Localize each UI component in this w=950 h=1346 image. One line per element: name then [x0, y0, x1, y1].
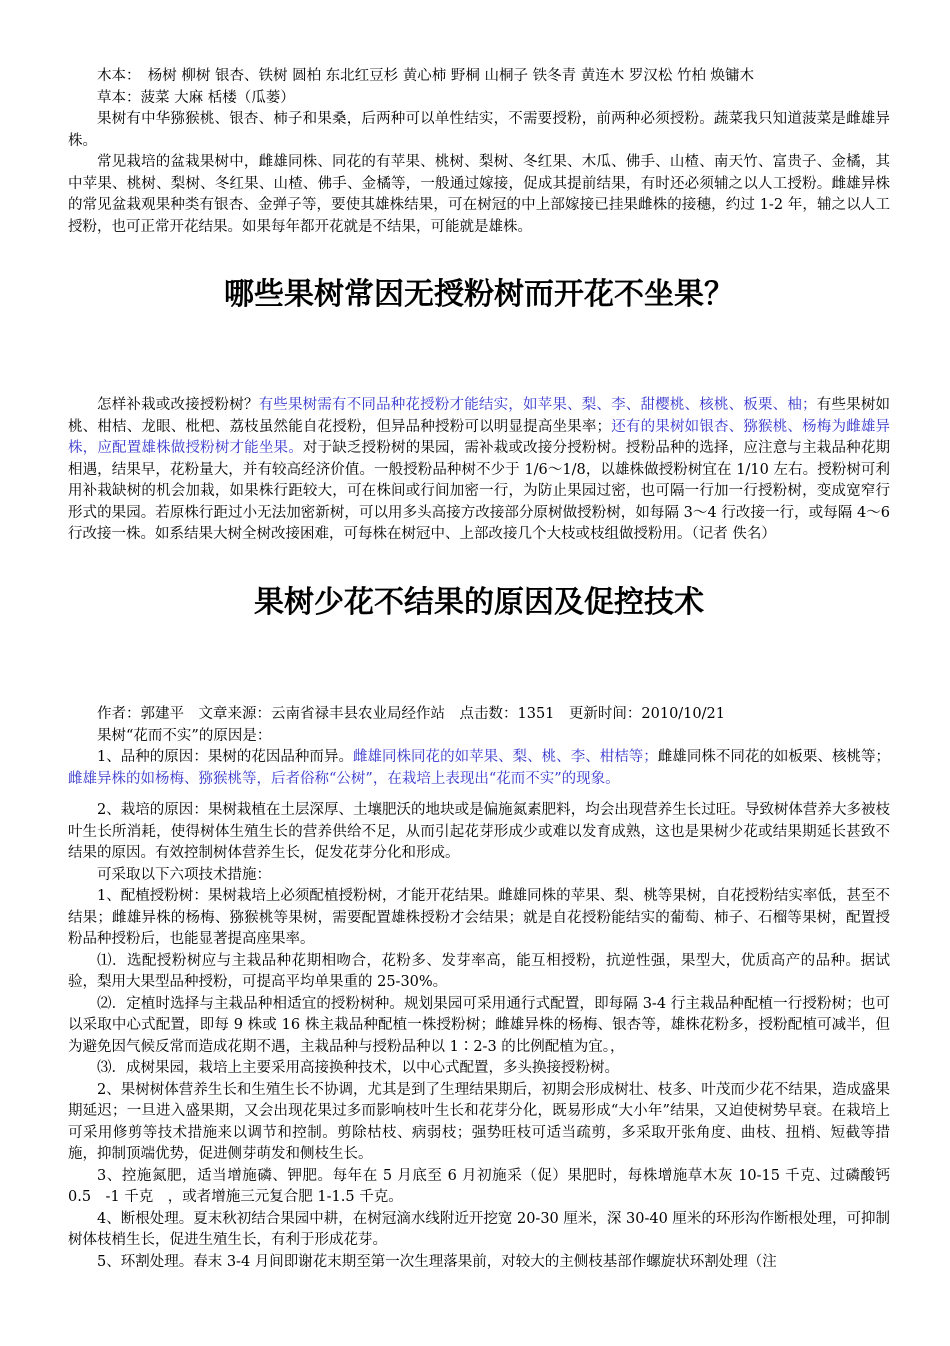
heading-pollination: 哪些果树常因无授粉树而开花不坐果？ [224, 277, 734, 312]
article-meta: 作者：郭建平 文章来源：云南省禄丰县农业局经作站 点击数：1351 更新时间：2010/10/21 [97, 706, 725, 722]
text-self-pollinating: 有些果树如桃、柑桔、龙眼、枇杷、荔枝虽然能自花授粉，但异品种授粉可以明显提高坐果率； [68, 397, 891, 435]
paragraph-measure-5: 5、环割处理。春末 3-4 月间即谢花末期至第一次生理落果前，对较大的主侧枝基部作螺旋状环割处理（注 [97, 1253, 777, 1270]
text-r1a: 1、品种的原因：果树的花因品种而异。 [97, 749, 353, 765]
text-highlight-dioecious-male: 雌雄异株的如杨梅、猕猴桃等，后者俗称“公树”，在栽培上表现出“花而不实”的现象。 [68, 770, 620, 787]
heading-few-flowers: 果树少花不结果的原因及促控技术 [254, 585, 704, 620]
text-highlight-cross: 有些果树需有不同品种花授粉才能结实，如苹果、梨、李、甜樱桃、核桃、板栗、柚； [258, 397, 817, 413]
text-r1c: 雌雄同株不同花的如板栗、核桃等； [657, 749, 891, 765]
section-techniques [68, 704, 890, 1273]
paragraph-reason-variety [68, 747, 890, 790]
paragraph-measure-4: 4、断根处理。夏末秋初结合果园中耕，在树冠滴水线附近开挖宽 20-30 厘米，深 30-40 厘米的环形沟作断根处理，可抑制树体枝梢生长，促进生殖生长，有利于形成花芽。 [68, 1210, 890, 1248]
paragraph-potted-fruit: 常见栽培的盆栽果树中，雌雄同株、同花的有苹果、桃树、梨树、冬红果、木瓜、佛手、山楂、南天竹、富贵子、金橘，其中苹果、桃树、梨树、冬红果、山楂、佛手、金橘等，一般通过嫁接，促成其提前结果，有时还必须辅之以人工授粉。雌雄异株的常见盆栽观果种类有银杏、金弹子等，要使其雄株结果，可在树冠的中上部嫁接已挂果雌株的接穗，约过 1-2 年，辅之以人工授粉，也可正常开花结果。如果每年都开花就是不结果，可能就是雄株。 [68, 154, 890, 235]
paragraph-measure-1b: ⑵．定植时选择与主栽品种相适宜的授粉树种。规划果园可采用通行式配置，即每隔 3-4 行主栽品种配植一行授粉树；也可以采取中心式配置，即每 9 株或 16 株主栽品种配植一株授粉树；雌雄异株的杨梅、银杏等，雄株花粉多，授粉配植可减半，但为避免因气候反常而造成花期不遇，主栽品种与授粉品种以 1∶2-3 的比例配植为宜。， [68, 995, 890, 1055]
paragraph-fruit-trees: 果树有中华猕猴桃、银杏、柿子和果桑，后两种可以单性结实，不需要授粉，前两种必须授粉。蔬菜我只知道菠菜是雌雄异株。 [68, 111, 890, 149]
section-pollinizer [68, 395, 890, 546]
paragraph-measure-2: 2、果树树体营养生长和生殖生长不协调，尤其是到了生理结果期后，初期会形成树壮、枝多、叶茂而少花不结果，造成盛果期延迟；一旦进入盛果期，又会出现花果过多而影响枝叶生长和花芽分化，既易形成“大小年”结果，又迫使树势早衰。在栽培上可采用修剪等技术措施来以调节和控制。剪除枯枝、病弱枝；强势旺枝可适当疏剪，多采取开张角度、曲枝、扭梢、短截等措施，抑制顶端优势，促进侧芽萌发和侧枝生长。 [68, 1081, 890, 1162]
paragraph-measure-1c: ⑶．成树果园，栽培上主要采用高接换种技术，以中心式配置，多头换接授粉树。 [97, 1060, 619, 1076]
text-highlight-dioecious: 还有的果树如银杏、猕猴桃、杨梅为雌雄异株，应配置雄株做授粉树才能坐果。 [68, 418, 891, 456]
text-highlight-monoecious: 雌雄同株同花的如苹果、梨、桃、李、柑桔等； [352, 749, 658, 765]
paragraph-intro: 果树“花而不实”的原因是： [97, 727, 272, 744]
text-question: 怎样补栽或改接授粉树？ [97, 397, 259, 413]
paragraph-woody: 木本： 杨树 柳树 银杏、铁树 圆柏 东北红豆杉 黄心柿 野桐 山桐子 铁冬青 黄连木 罗汉松 竹柏 焕镛木 [97, 68, 755, 84]
paragraph-pollinizer [68, 395, 890, 546]
paragraph-reason-cultivation: 2、栽培的原因：果树栽植在土层深厚、土壤肥沃的地块或是偏施氮素肥料，均会出现营养生长过旺。导致树体营养大多被枝叶生长所消耗，使得树体生殖生长的营养供给不足，从而引起花芽形成少或难以发育成熟，这也是果树少花或结果期延长甚致不结果的原因。有效控制树体营养生长，促发花芽分化和形成。 [68, 802, 890, 861]
paragraph-herbaceous: 草本：菠菜 大麻 栝楼（瓜蒌） [97, 89, 295, 106]
paragraph-measure-3: 3、控施氮肥，适当增施磷、钾肥。每年在 5 月底至 6 月初施采（促）果肥时，每株增施草木灰 10-15 千克、过磷酸钙 0.5 -1 千克 ，或者增施三元复合肥 1-1.5 千克。 [68, 1167, 890, 1205]
section-dioecious-plants [68, 66, 890, 238]
paragraph-measures: 可采取以下六项技术措施： [97, 866, 271, 883]
text-pollinizer-detail: 对于缺乏授粉树的果园，需补栽或改接分授粉树。授粉品种的选择，应注意与主栽品种花期相遇，结果早，花粉量大，并有较高经济价值。一般授粉品种树不少于 1/6～1/8，以雄株做授粉树宜在 1/10 左右。授粉树可利用补栽缺树的机会加栽，如果株行距较大，可在株间或行间加密一行，为防止果园过密，也可隔一行加一行授粉树，变成宽窄行形式的果园。若原株行距过小无法加密新树，可以用多头高接方改接部分原树做授粉树，如每隔 3～4 行改接一行，或每隔 4～6 行改接一株。如系结果大树全树改接困难，可每株在树冠中、上部改接几个大枝或枝组做授粉用。（记者 佚名） [68, 440, 891, 542]
paragraph-measure-1: 1、配植授粉树：果树栽培上必须配植授粉树，才能开花结果。雌雄同株的苹果、梨、桃等果树，自花授粉结实率低，甚至不结果；雌雄异株的杨梅、猕猴桃等果树，需要配置雄株授粉才会结果；就是自花授粉能结实的葡萄、柿子、石榴等果树，配置授粉品种授粉后，也能显著提高座果率。 [68, 888, 890, 947]
paragraph-measure-1a: ⑴．选配授粉树应与主栽品种花期相吻合，花粉多、发芽率高，能互相授粉，抗逆性强，果型大，优质高产的品种。据试验，梨用大果型品种授粉，可提高平均单果重的 25-30%。 [68, 952, 890, 990]
